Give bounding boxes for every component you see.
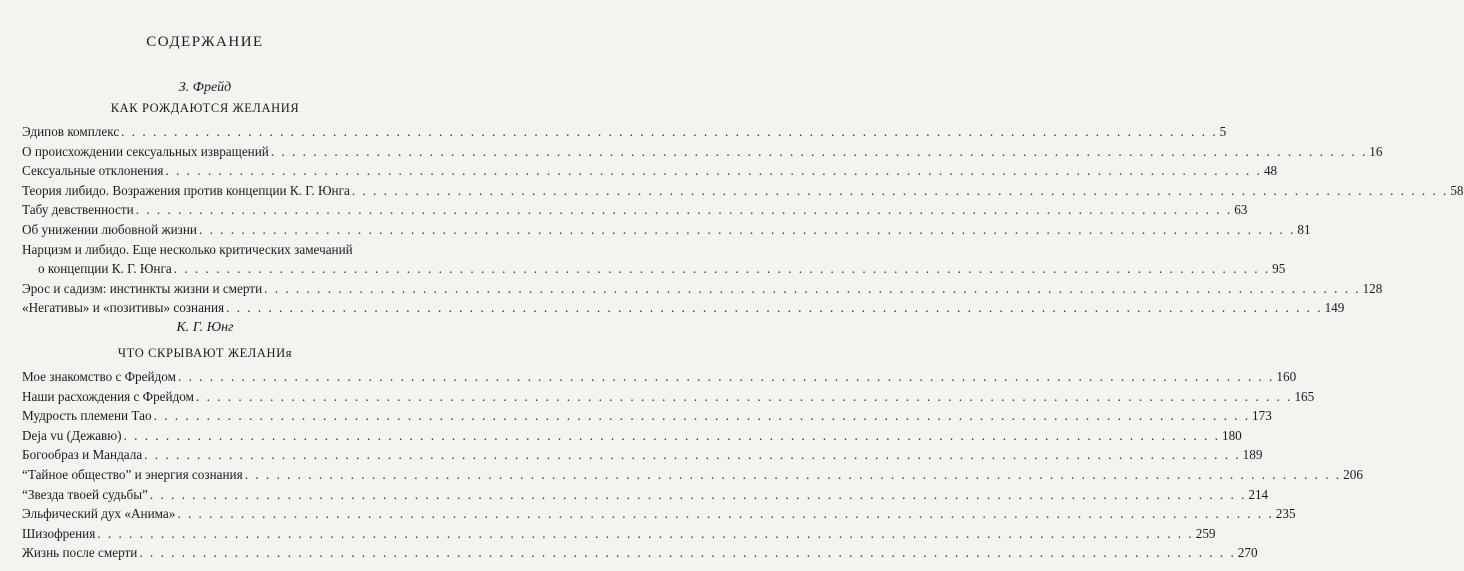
leader-dots [174, 259, 1270, 279]
entry-title: Табу девственности [22, 202, 134, 218]
toc-entry-first-line[interactable] [22, 240, 392, 260]
entry-page: 165 [1294, 388, 1315, 404]
leader-dots [97, 524, 1193, 544]
entry-page: 81 [1297, 221, 1311, 237]
entry-page: 58 [1450, 182, 1464, 198]
leader-dots [121, 122, 1217, 142]
entry-title: «Негативы» и «позитивы» сознания [22, 300, 225, 316]
entry-title: Эрос и садизм: инстинкты жизни и смерти [22, 280, 263, 296]
entry-page: 149 [1324, 300, 1345, 316]
leader-dots [154, 406, 1250, 426]
entry-title: Богообраз и Мандала [22, 447, 143, 463]
part1-author: З. Фрейд [178, 80, 232, 95]
entry-title: Мудрость племени Тао [22, 408, 152, 424]
leader-dots [271, 142, 1367, 162]
entry-page: 180 [1221, 427, 1242, 443]
leader-dots [150, 485, 1246, 505]
entry-title: Мое знакомство с Фрейдом [22, 369, 176, 384]
entry-page: 189 [1242, 447, 1263, 463]
entry-page: 259 [1195, 525, 1216, 541]
toc-entry[interactable] [22, 367, 1297, 387]
leader-dots [165, 161, 1261, 181]
entry-page: 214 [1248, 486, 1269, 502]
leader-dots [136, 200, 1232, 220]
leader-dots [178, 367, 1274, 387]
toc-heading: СОДЕРЖАНИЕ [146, 34, 264, 50]
toc-entry[interactable] [22, 406, 1272, 426]
entry-title-line1: Нарцизм и либидо. Еще несколько критических замечаний [22, 241, 353, 257]
toc-entry[interactable] [22, 543, 1258, 563]
part1-entry-list [22, 122, 1464, 318]
toc-entry[interactable] [22, 259, 1286, 279]
leader-dots [124, 426, 1220, 446]
entry-page: 270 [1237, 545, 1258, 561]
entry-title: Теория либидо. Возражения против концепции К. Г. Юнга [22, 182, 350, 198]
leader-dots [139, 543, 1235, 563]
entry-page: 160 [1276, 369, 1297, 384]
entry-title: “Тайное общество” и энергия сознания [22, 466, 243, 482]
leader-dots [245, 465, 1341, 485]
entry-page: 95 [1272, 261, 1286, 277]
entry-page: 63 [1234, 202, 1248, 218]
entry-title: о концепции К. Г. Юнга [38, 261, 172, 277]
toc-entry[interactable] [22, 445, 1263, 465]
toc-entry[interactable] [22, 485, 1269, 505]
leader-dots [352, 181, 1448, 201]
leader-dots [177, 504, 1273, 524]
toc-entry[interactable] [22, 161, 1278, 181]
toc-entry[interactable] [22, 387, 1315, 407]
toc-entry[interactable] [22, 426, 1242, 446]
entry-title: Шизофрения [22, 525, 96, 541]
entry-page: 48 [1263, 163, 1278, 179]
entry-title: Жизнь после смерти [22, 545, 138, 561]
leader-dots [199, 220, 1295, 240]
leader-dots [226, 298, 1322, 318]
toc-entry[interactable] [22, 465, 1363, 485]
toc-entry[interactable] [22, 298, 1345, 318]
leader-dots [264, 279, 1360, 299]
entry-title: Эдипов комплекс [22, 124, 120, 139]
toc-entry[interactable] [22, 200, 1248, 220]
toc-entry[interactable] [22, 220, 1311, 240]
toc-entry[interactable] [22, 279, 1383, 299]
entry-title: Об унижении любовной жизни [22, 221, 197, 237]
entry-page: 5 [1219, 124, 1227, 139]
toc-entry[interactable] [22, 142, 1383, 162]
entry-title: Наши расхождения с Фрейдом [22, 388, 194, 404]
entry-page: 128 [1362, 280, 1383, 296]
part1-title: КАК РОЖДАЮТСЯ ЖЕЛАНИЯ [110, 101, 300, 115]
part2-author: К. Г. Юнг [176, 320, 234, 335]
toc-entry[interactable] [22, 122, 1227, 142]
toc-entry[interactable] [22, 181, 1464, 201]
part2-entry-list [22, 367, 1363, 563]
entry-title: Сексуальные отклонения [22, 163, 164, 179]
toc-entry[interactable] [22, 504, 1296, 524]
toc-entry[interactable] [22, 524, 1216, 544]
entry-page: 173 [1252, 408, 1272, 424]
entry-title: Deja vu (Дежавю) [22, 427, 122, 443]
entry-title: “Звезда твоей судьбы” [22, 486, 148, 502]
leader-dots [196, 387, 1292, 407]
entry-title: О происхождении сексуальных извращений [22, 143, 269, 159]
entry-page: 206 [1343, 466, 1363, 482]
leader-dots [144, 445, 1240, 465]
entry-page: 16 [1369, 143, 1383, 159]
entry-page: 235 [1275, 506, 1296, 522]
part2-title: ЧТО СКРЫВАЮТ ЖЕЛАНИя [117, 346, 293, 360]
entry-title: Эльфический дух «Анима» [22, 506, 176, 522]
